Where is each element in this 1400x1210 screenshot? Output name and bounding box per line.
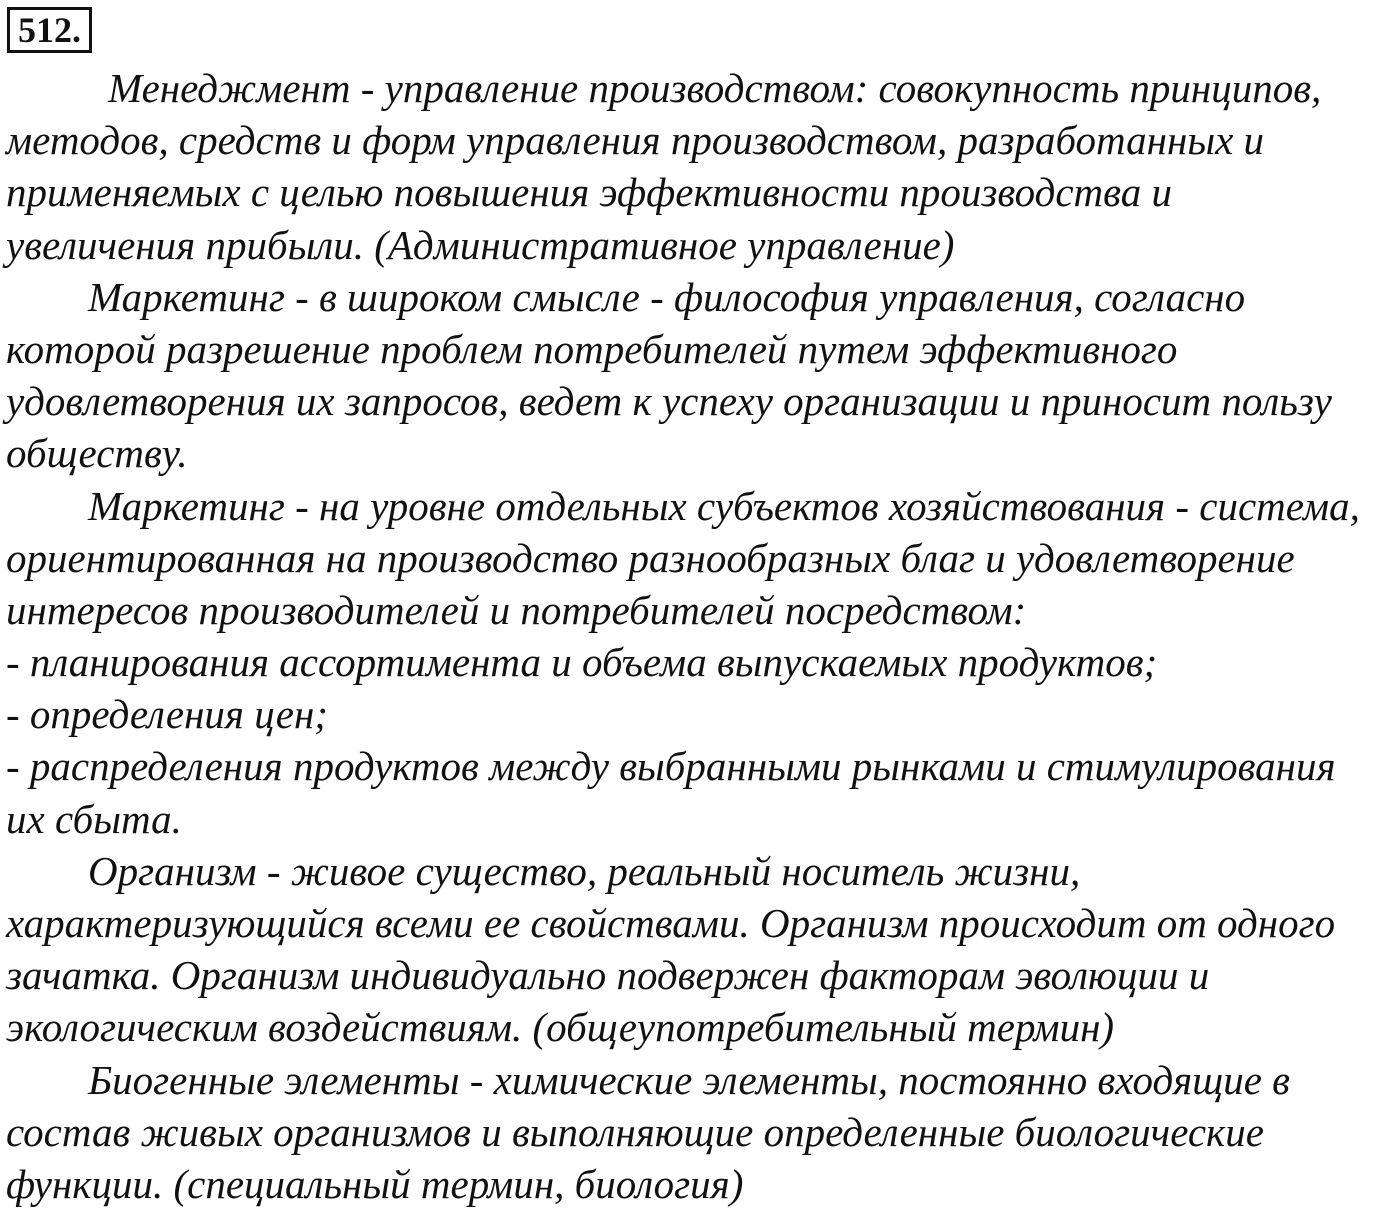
text-line: состав живых организмов и выполняющие определенные биологические [6,1108,1264,1155]
text-line: интересов производителей и потребителей посредством: [6,586,1027,633]
text-line: экологическим воздействиям. (общеупотребительный термин) [6,1004,1115,1051]
text-line: - распределения продуктов между выбранными рынками и стимулирования [6,743,1336,790]
text-line: которой разрешение проблем потребителей путем эффективного [6,325,1178,372]
text-line: зачатка. Организм индивидуально подвержен факторам эволюции и [6,952,1210,999]
text-line: Организм - живое существо, реальный носитель жизни, [88,847,1081,894]
text-line: функции. (специальный термин, биология) [6,1160,744,1207]
text-body [6,62,1400,1210]
text-line: методов, средств и форм управления производством, разработанных и [6,117,1265,164]
text-line: применяемых с целью повышения эффективности производства и [6,169,1172,216]
text-line: Маркетинг - на уровне отдельных субъектов хозяйствования - система, [88,482,1360,529]
text-line: ориентированная на производство разнообразных благ и удовлетворение [6,534,1295,581]
text-line: Менеджмент - управление производством: совокупность принципов, [108,65,1322,111]
text-line: их сбыта. [6,795,182,842]
text-line: - планирования ассортимента и объема выпускаемых продуктов; [6,639,1158,686]
text-line: увеличения прибыли. (Административное управление) [6,221,955,268]
text-line: - определения цен; [6,691,328,738]
text-line: обществу. [6,430,188,477]
exercise-number: 512. [7,7,92,53]
text-line: удовлетворения их запросов, ведет к успеху организации и приносит пользу [6,378,1332,425]
text-line: Маркетинг - в широком смысле - философия управления, согласно [88,273,1246,320]
text-line: Биогенные элементы - химические элементы, постоянно входящие в [88,1056,1290,1103]
text-line: характеризующийся всеми ее свойствами. Организм происходит от одного [6,900,1336,946]
